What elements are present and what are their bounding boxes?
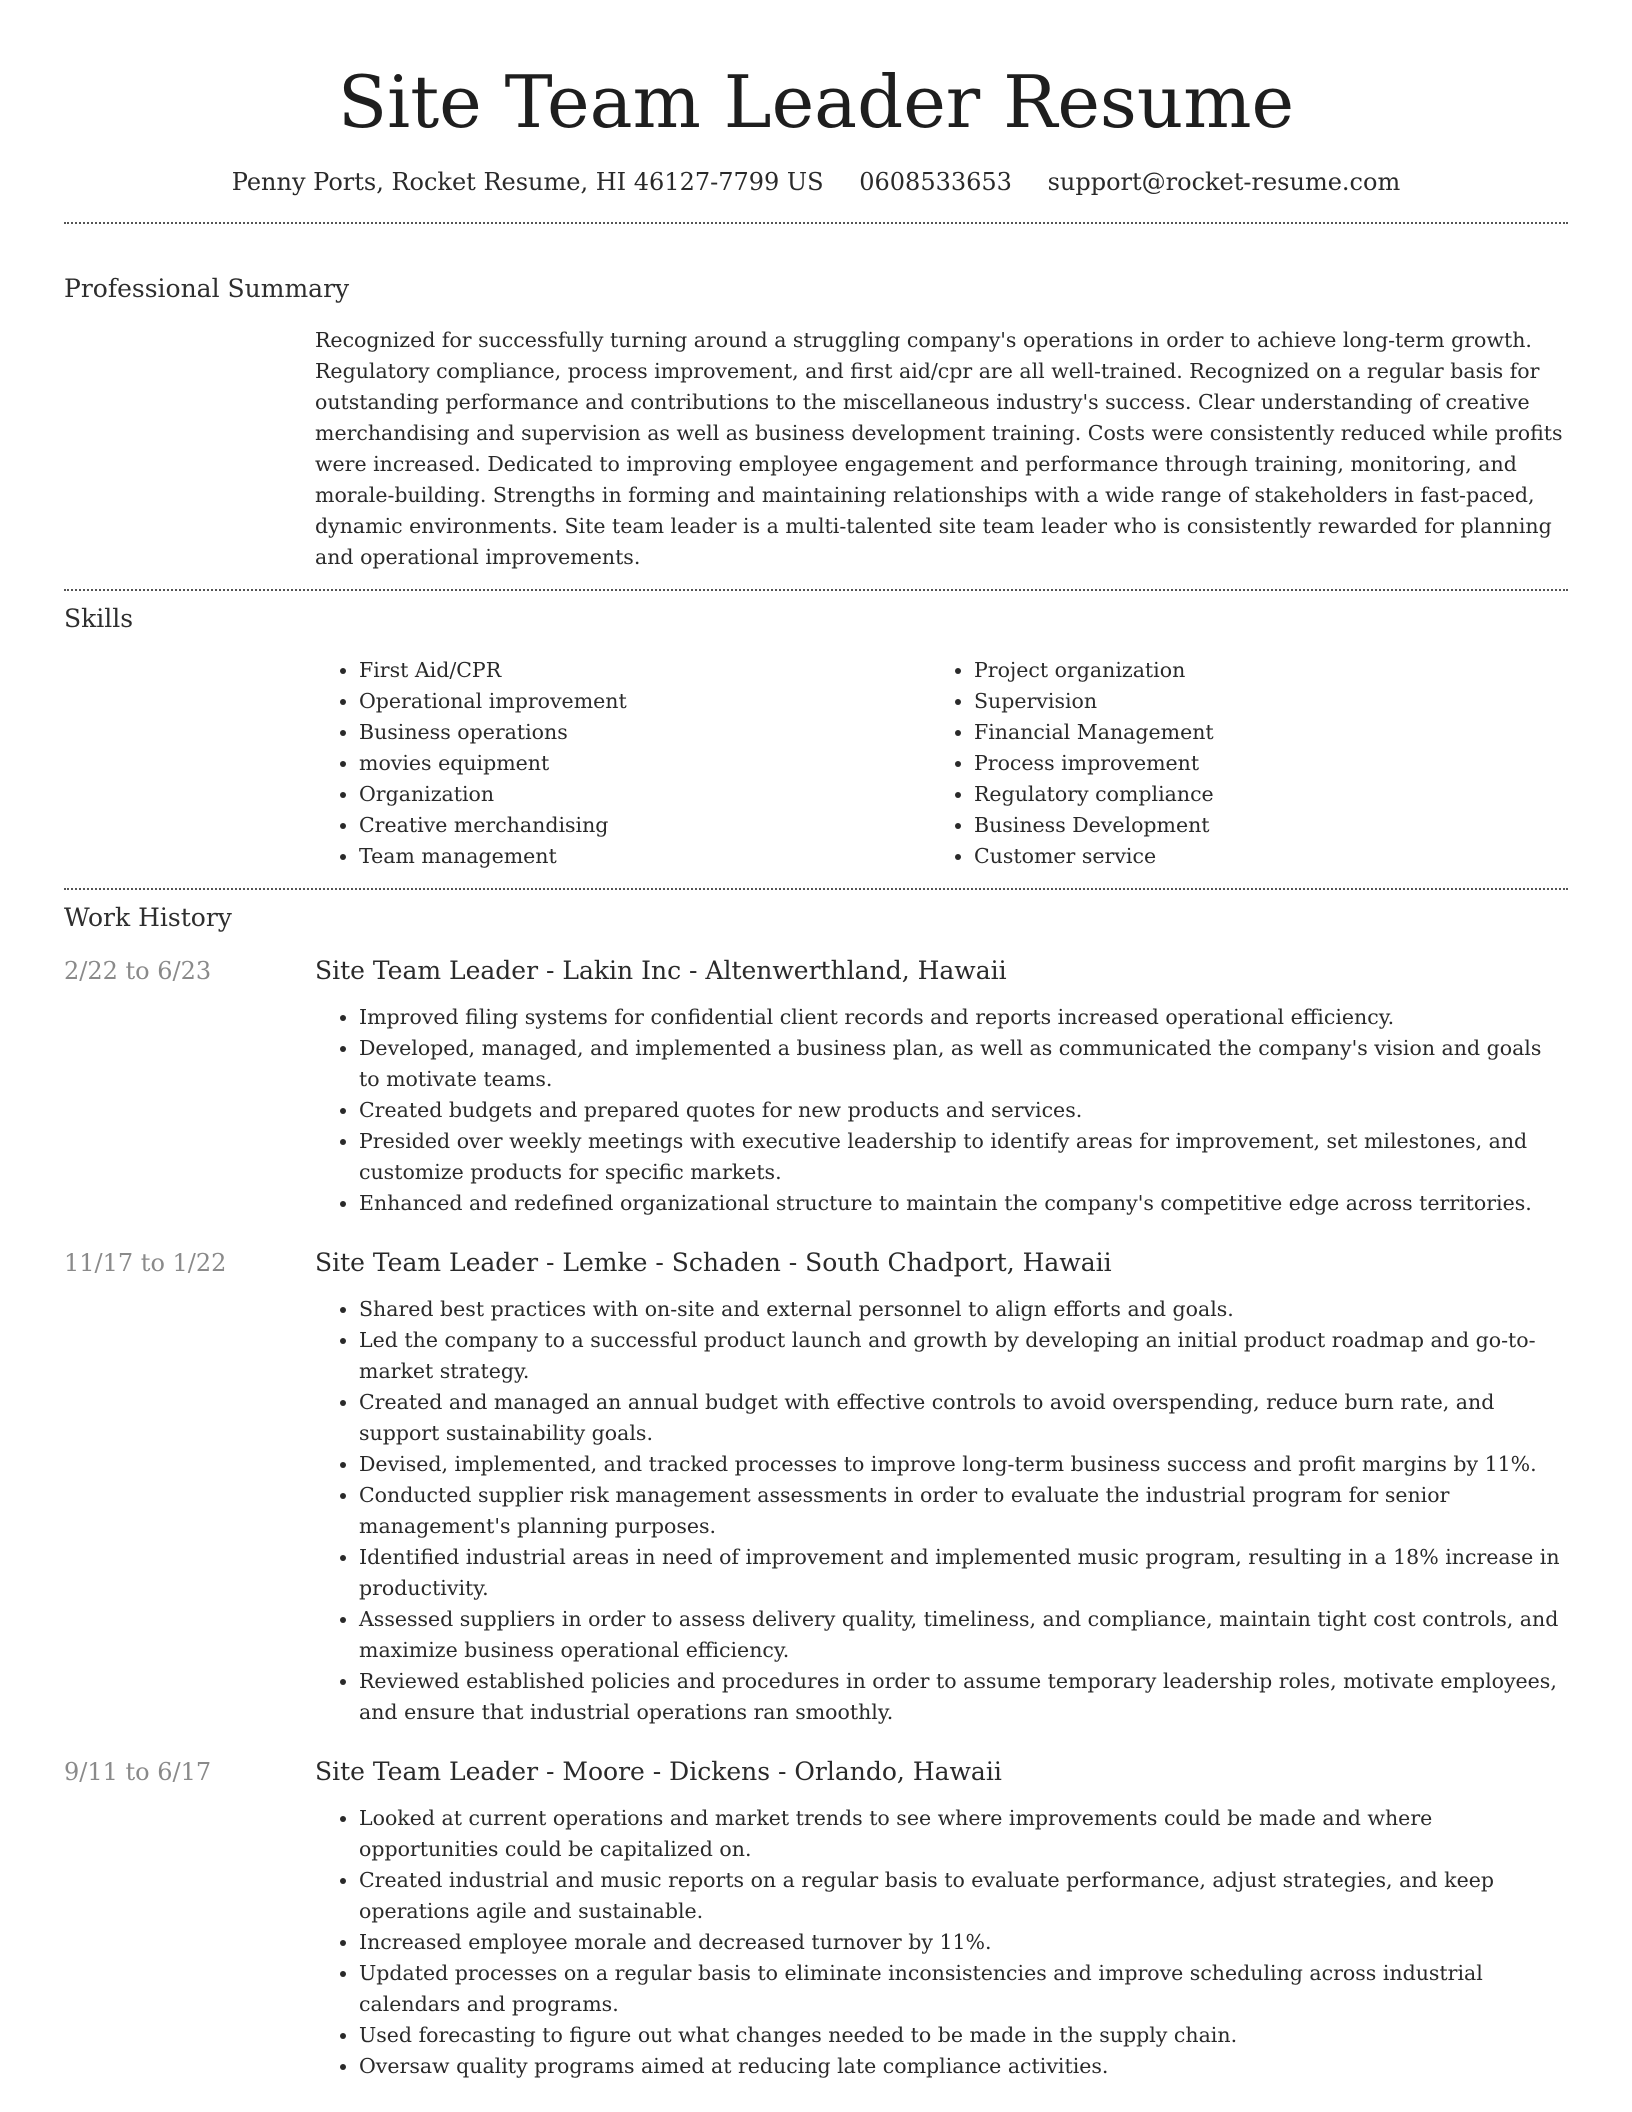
header-divider [64,222,1568,224]
job-bullet: • Looked at current operations and market trends to see where improvements could be made and where opportunities could be capitalized on. [359,1803,1568,1865]
summary-text: Recognized for successfully turning around a struggling company's operations in order to achieve long-term growth. Regulatory compliance, process improvement, and first aid/cpr are all well-trained. Recognized on a regular basis for outstanding performance and contributions to the miscellaneous industry's success. Clear understanding of creative merchandising and supervision as well as business development training. Costs were consistently reduced while profits were increased. Dedicated to improving employee engagement and performance through training, monitoring, and morale-building. Strengths in forming and maintaining relationships with a wide range of stakeholders in fast-paced, dynamic environments. Site team leader is a multi-talented site team leader who is consistently rewarded for planning and operational improvements. [315,328,1563,569]
skill-item: • First Aid/CPR [359,655,930,686]
skills-list-right [930,655,1545,872]
summary-section [64,272,1568,573]
skills-section [64,602,1568,872]
job-bullet: • Improved filing systems for confidential client records and reports increased operational efficiency. [359,1002,1568,1033]
skill-item: • Project organization [974,655,1545,686]
job-bullet: • Enhanced and redefined organizational structure to maintain the company's competitive edge across territories. [359,1188,1568,1219]
skill-item: • Team management [359,841,930,872]
job-bullet: • Devised, implemented, and tracked processes to improve long-term business success and profit margins by 11%. [359,1449,1568,1480]
job-body [315,1246,1568,1728]
job-bullets [315,1294,1568,1728]
skills-heading: Skills [64,604,134,633]
skill-item: • movies equipment [359,748,930,779]
job-bullets [315,1803,1568,2082]
job-entry [64,1246,1568,1728]
contact-email: support@rocket-resume.com [1047,168,1401,196]
job-bullet: • Assessed suppliers in order to assess delivery quality, timeliness, and compliance, maintain tight cost controls, and maximize business operational efficiency. [359,1604,1568,1666]
skill-item: • Organization [359,779,930,810]
summary-heading: Professional Summary [64,274,350,303]
contact-address: Penny Ports, Rocket Resume, HI 46127-7799 US [231,168,824,196]
job-bullet: • Oversaw quality programs aimed at reducing late compliance activities. [359,2051,1568,2082]
job-body [315,954,1568,1219]
job-bullet: • Created and managed an annual budget with effective controls to avoid overspending, reduce burn rate, and support sustainability goals. [359,1387,1568,1449]
skills-column-right [930,655,1545,872]
resume-title: Site Team Leader Resume [337,60,1295,144]
skill-item: • Process improvement [974,748,1545,779]
job-dates: 11/17 to 1/22 [64,1249,227,1277]
job-title: Site Team Leader - Lakin Inc - Altenwerthland, Hawaii [315,956,1007,985]
job-entry [64,1755,1568,2082]
skill-item: • Supervision [974,686,1545,717]
job-bullet: • Conducted supplier risk management assessments in order to evaluate the industrial program for senior management's planning purposes. [359,1480,1568,1542]
job-title: Site Team Leader - Lemke - Schaden - South Chadport, Hawaii [315,1248,1112,1277]
job-bullet: • Shared best practices with on-site and external personnel to align efforts and goals. [359,1294,1568,1325]
job-dates: 9/11 to 6/17 [64,1758,212,1786]
resume-page [64,0,1568,2082]
skills-list-left [315,655,930,872]
job-bullet: • Presided over weekly meetings with executive leadership to identify areas for improvement, set milestones, and customize products for specific markets. [359,1126,1568,1188]
work-section [64,901,1568,2082]
job-bullet: • Developed, managed, and implemented a business plan, as well as communicated the company's vision and goals to motivate teams. [359,1033,1568,1095]
work-heading: Work History [64,903,232,932]
skill-item: • Business Development [974,810,1545,841]
skills-grid [315,655,1568,872]
skills-divider [64,888,1568,890]
job-bullet: • Reviewed established policies and procedures in order to assume temporary leadership roles, motivate employees, and ensure that industrial operations ran smoothly. [359,1666,1568,1728]
skills-column-left [315,655,930,872]
contact-phone: 0608533653 [859,168,1012,196]
skill-item: • Creative merchandising [359,810,930,841]
job-bullet: • Created budgets and prepared quotes for new products and services. [359,1095,1568,1126]
skill-item: • Business operations [359,717,930,748]
job-bullet: • Updated processes on a regular basis to eliminate inconsistencies and improve scheduling across industrial calendars and programs. [359,1958,1568,2020]
skill-item: • Operational improvement [359,686,930,717]
job-bullet: • Used forecasting to figure out what changes needed to be made in the supply chain. [359,2020,1568,2051]
summary-divider [64,589,1568,591]
skill-item: • Customer service [974,841,1545,872]
job-dates: 2/22 to 6/23 [64,957,212,985]
job-bullet: • Increased employee morale and decreased turnover by 11%. [359,1927,1568,1958]
skill-item: • Financial Management [974,717,1545,748]
skill-item: • Regulatory compliance [974,779,1545,810]
job-bullet: • Led the company to a successful product launch and growth by developing an initial product roadmap and go-to-market strategy. [359,1325,1568,1387]
job-body [315,1755,1568,2082]
job-title: Site Team Leader - Moore - Dickens - Orlando, Hawaii [315,1757,1002,1786]
job-bullet: • Identified industrial areas in need of improvement and implemented music program, resulting in a 18% increase in productivity. [359,1542,1568,1604]
job-bullet: • Created industrial and music reports on a regular basis to evaluate performance, adjust strategies, and keep operations agile and sustainable. [359,1865,1568,1927]
contact-line [64,166,1568,198]
summary-body [315,325,1568,573]
job-bullets [315,1002,1568,1219]
job-entry [64,954,1568,1219]
